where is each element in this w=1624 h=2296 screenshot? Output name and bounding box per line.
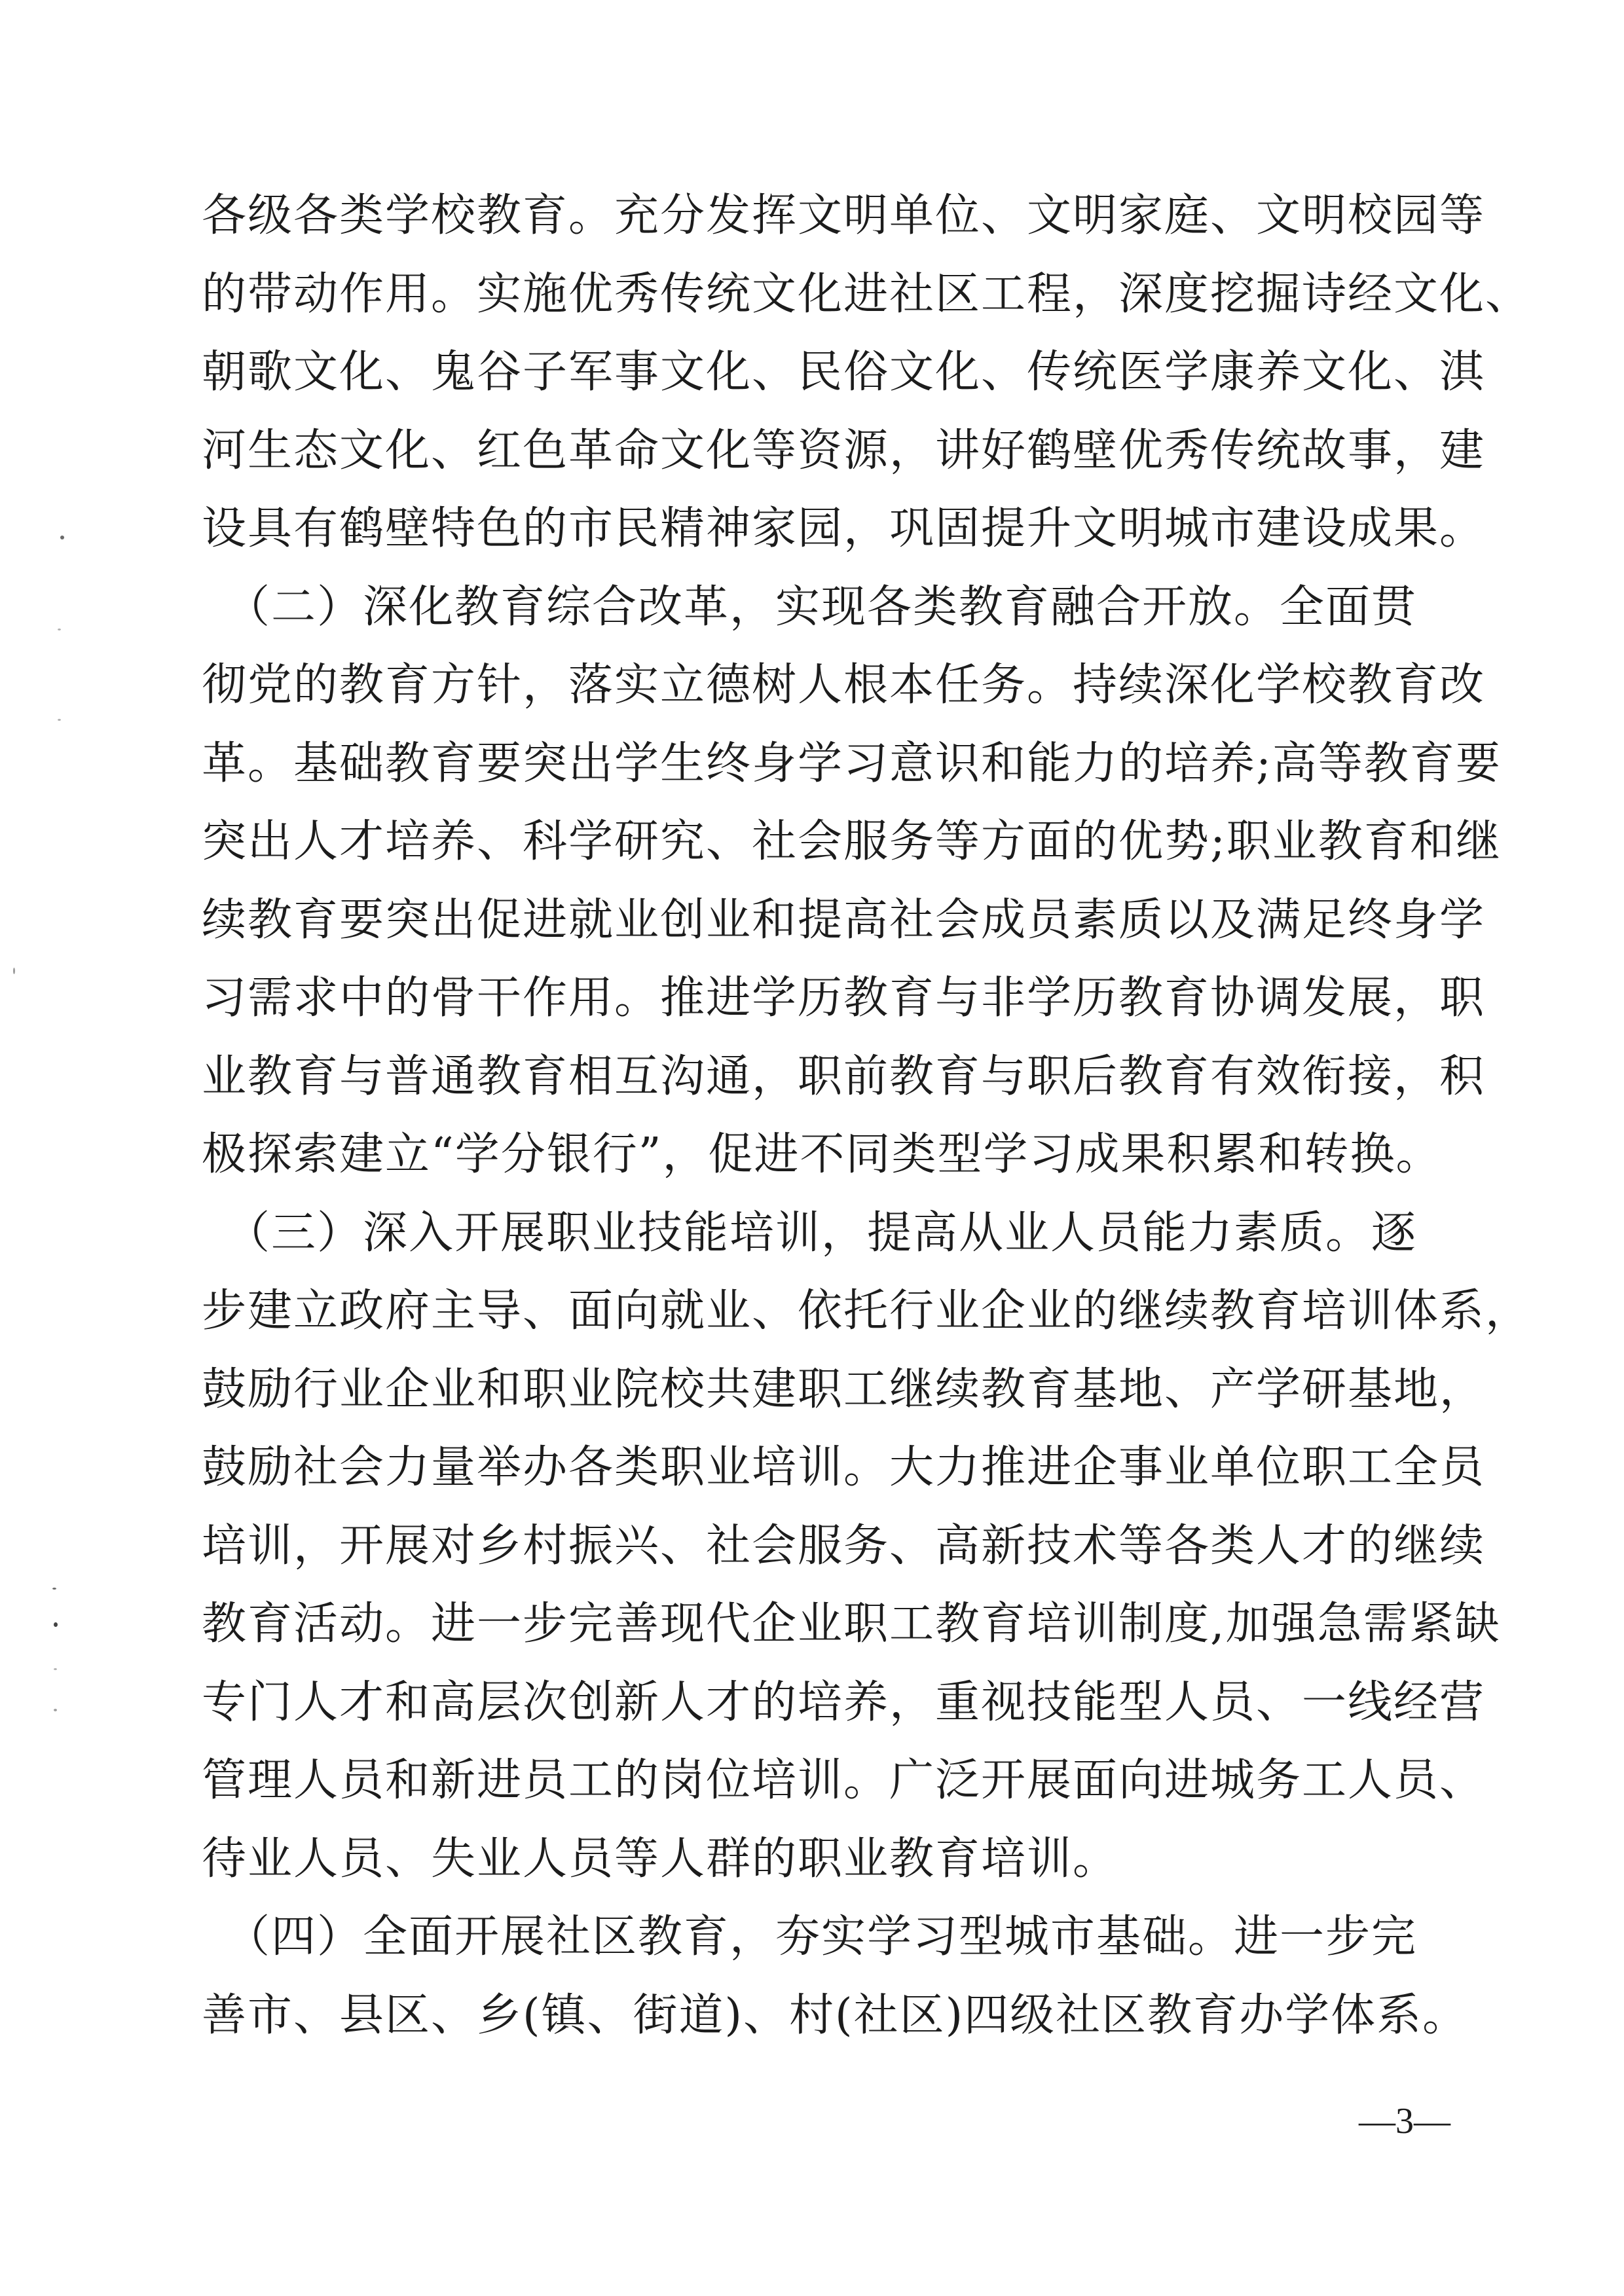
scan-speck [54, 1622, 58, 1627]
text-line-24: 善市、县区、乡(镇、街道)、村(社区)四级社区教育办学体系。 [202, 1989, 1469, 2041]
text-line-4: 河生态文化、红色革命文化等资源，讲好鹤壁优秀传统故事，建 [202, 424, 1486, 477]
text-line-3: 朝歌文化、鬼谷子军事文化、民俗文化、传统医学康养文化、淇 [202, 346, 1486, 398]
text-line-22: 待业人员、失业人员等人群的职业教育培训。 [202, 1832, 1119, 1885]
scan-speck [58, 719, 61, 721]
text-line-11: 习需求中的骨干作用。推进学历教育与非学历教育协调发展，职 [202, 972, 1486, 1024]
page-number: —3— [1359, 2101, 1450, 2141]
body-text [202, 177, 1532, 2054]
text-line-21: 管理人员和新进员工的岗位培训。广泛开展面向进城务工人员、 [202, 1755, 1486, 1806]
text-line-9: 突出人才培养、科学研究、社会服务等方面的优势;职业教育和继 [202, 816, 1502, 867]
text-line-16: 鼓励行业企业和职业院校共建职工继续教育基地、产学研基地， [202, 1363, 1486, 1415]
scan-speck [13, 968, 15, 974]
scan-speck [54, 1709, 57, 1711]
text-line-7: 彻党的教育方针，落实立德树人根本任务。持续深化学校教育改 [202, 659, 1486, 711]
scan-speck [60, 536, 64, 539]
scan-speck [52, 1588, 56, 1590]
section-heading-3: （三）深入开展职业技能培训，提高从业人员能力素质。逐 [202, 1207, 1418, 1259]
scan-speck [58, 629, 61, 630]
scan-speck [54, 1668, 57, 1670]
text-line-15: 步建立政府主导、面向就业、依托行业企业的继续教育培训体系， [202, 1285, 1532, 1337]
text-line-19: 教育活动。进一步完善现代企业职工教育培训制度,加强急需紧缺 [202, 1598, 1501, 1650]
text-line-8: 革。基础教育要突出学生终身学习意识和能力的培养;高等教育要 [202, 737, 1502, 790]
text-line-5: 设具有鹤壁特色的市民精神家园，巩固提升文明城市建设成果。 [202, 503, 1486, 555]
text-line-18: 培训，开展对乡村振兴、社会服务、高新技术等各类人才的继续 [202, 1520, 1486, 1572]
section-heading-2: （二）深化教育综合改革，实现各类教育融合开放。全面贯 [202, 581, 1418, 633]
text-line-10: 续教育要突出促进就业创业和提高社会成员素质以及满足终身学 [202, 894, 1486, 946]
text-line-2: 的带动作用。实施优秀传统文化进社区工程，深度挖掘诗经文化、 [202, 268, 1532, 320]
text-line-17: 鼓励社会力量举办各类职业培训。大力推进企事业单位职工全员 [202, 1442, 1486, 1493]
text-line-13: 极探索建立“学分银行”，促进不同类型学习成果积累和转换。 [202, 1129, 1442, 1180]
text-line-1: 各级各类学校教育。充分发挥文明单位、文明家庭、文明校园等 [202, 190, 1486, 242]
text-line-12: 业教育与普通教育相互沟通，职前教育与职后教育有效衔接，积 [202, 1050, 1486, 1102]
section-heading-4: （四）全面开展社区教育，夯实学习型城市基础。进一步完 [202, 1911, 1418, 1963]
text-line-20: 专门人才和高层次创新人才的培养，重视技能型人员、一线经营 [202, 1676, 1486, 1728]
